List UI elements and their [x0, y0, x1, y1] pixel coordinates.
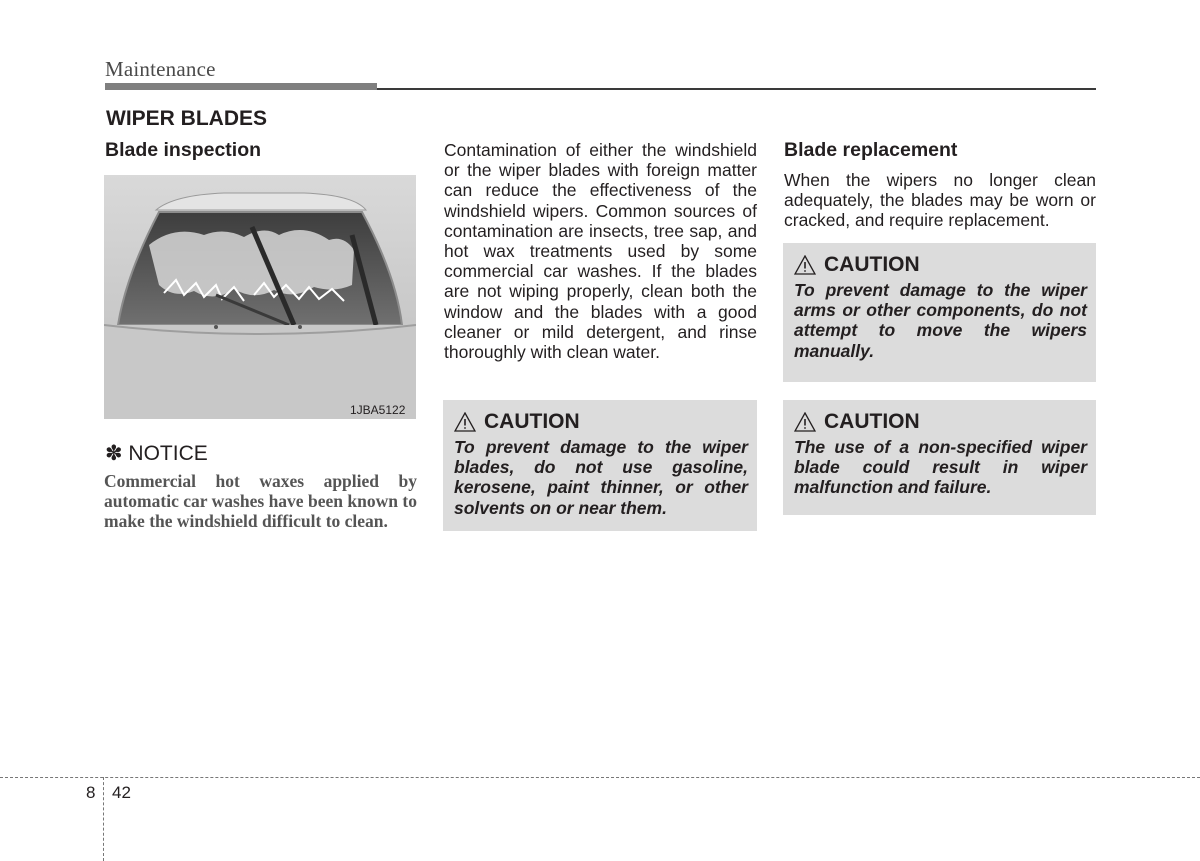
caution-text: To prevent damage to the wiper blades, do not use gasoline, kerosene, paint thinner, or other solvents on or near them. [454, 437, 748, 518]
subheading-blade-replacement: Blade replacement [784, 139, 958, 161]
notice-text: Commercial hot waxes applied by automatic car washes have been known to make the windshield difficult to clean. [104, 471, 417, 532]
caution-title: CAUTION [824, 253, 920, 276]
caution-header [454, 410, 748, 434]
warning-triangle-icon [794, 255, 816, 275]
notice-title: ✽ NOTICE [105, 442, 208, 465]
contamination-paragraph: Contamination of either the windshield or the wiper blades with foreign matter can reduce the effectiveness of the windshield wipers. Common sources of contamination are insects, tree sap, and hot wax treatments used by some commercial car washes. If the blades are not wiping properly, clean both the window and the blades with a good cleaner or mild detergent, and rinse thoroughly with clean water. [444, 140, 757, 363]
warning-triangle-icon [454, 412, 476, 432]
subheading-blade-inspection: Blade inspection [105, 139, 262, 161]
caution-box-solvents [443, 400, 757, 531]
caution-text: To prevent damage to the wiper arms or other components, do not attempt to move the wipers manually. [794, 280, 1087, 361]
caution-text: The use of a non-specified wiper blade could result in wiper malfunction and failure. [794, 437, 1087, 498]
page-number: 42 [112, 783, 131, 802]
caution-header [794, 253, 1087, 277]
section-title: WIPER BLADES [106, 107, 268, 130]
footer-divider [103, 777, 104, 861]
windshield-illustration [104, 175, 416, 419]
running-header: Maintenance [105, 57, 216, 81]
chapter-number: 8 [86, 783, 96, 802]
caution-box-wiper-arms [783, 243, 1096, 382]
footer-rule [0, 777, 1200, 778]
figure-code: 1JBA5122 [350, 403, 406, 417]
caution-title: CAUTION [484, 410, 580, 433]
warning-triangle-icon [794, 412, 816, 432]
header-rule-thick [105, 83, 377, 90]
caution-title: CAUTION [824, 410, 920, 433]
header-rule-thin [377, 88, 1096, 90]
replacement-paragraph: When the wipers no longer clean adequately, the blades may be worn or cracked, and require replacement. [784, 170, 1096, 231]
caution-box-non-specified-blade [783, 400, 1096, 515]
caution-header [794, 410, 1087, 434]
